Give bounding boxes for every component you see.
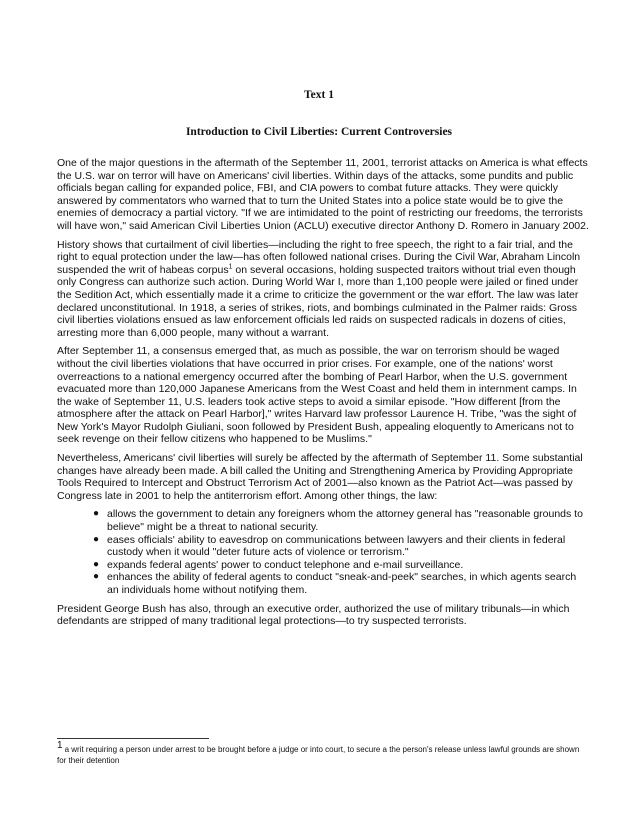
list-item-text: expands federal agents' power to conduct telephone and e-mail surveillance. [107, 558, 464, 571]
footnote-divider [57, 738, 209, 739]
footnote-mark: 1 [57, 740, 63, 752]
paragraph-3: After September 11, a consensus emerged that, as much as possible, the war on terrorism should be waged without the civil liberties violations that have occurred in prior crises. For example, one of the nations' worst overreactions to a national emergency occurred after the bombing of Pearl Harbor, when the U.S. government evacuated more than 120,000 Japanese Americans from the West Coast and held them in internment camps. In the wake of September 11, U.S. leaders took active steps to avoid a similar episode. "How different [from the atmosphere after the attack on Pearl Harbor]," writes Harvard law professor Laurence H. Tribe, "was the sight of New York's Mayor Rudolph Giuliani, soon followed by President Bush, appealing eloquently to Americans not to seek revenge on their fellow citizens who happened to be Muslims." [57, 345, 577, 446]
document-heading: Text 1 [304, 89, 334, 101]
bullet-icon: ● [93, 558, 100, 570]
paragraph-2 [57, 239, 589, 340]
paragraph-5: President George Bush has also, through an executive order, authorized the use of military tribunals—in which defendants are stripped of many traditional legal protections—to try suspected terrorists. [57, 602, 570, 628]
list-item-text: allows the government to detain any foreigners whom the attorney general has "reasonable grounds to believe" might be a threat to national security. [107, 508, 583, 534]
paragraph-2-part-b: on several occasions, holding suspected traitors without trial even though only Congress can authorize such action. During World War I, more than 1,100 people were jailed or fined under the Sedition Act, which essentially made it a crime to criticize the government or the war effort. The law was later declared unconstitutional. In 1918, a series of strikes, riots, and bombings culminated in the Palmer raids: Gross civil liberties violations ensued as law enforcement officials led raids on suspected radicals in dozens of cities, arresting more than 6,000 people, many without a warrant. [57, 263, 579, 339]
paragraph-1: One of the major questions in the aftermath of the September 11, 2001, terrorist attacks on America is what effects the U.S. war on terror will have on Americans' civil liberties. Within days of the attacks, some pundits and public officials began calling for expanded police, FBI, and CIA powers to combat future attacks. They were quickly answered by commentators who warned that to turn the United States into a police state would be to give the enemies of democracy a partial victory. "If we are intimidated to the point of restricting our freedoms, the terrorists will have won," said American Civil Liberties Union (ACLU) executive director Anthony D. Romero in January 2002. [57, 157, 589, 232]
document-subheading: Introduction to Civil Liberties: Current Controversies [185, 126, 453, 138]
footnote-text: a writ requiring a person under arrest to be brought before a judge or into court, to secure a the person's release unless lawful grounds are shown for their detention [57, 745, 580, 765]
document-body [57, 157, 589, 634]
bullet-icon: ● [93, 533, 100, 545]
list-item-text: eases officials' ability to eavesdrop on communications between lawyers and their clients in federal custody when it would "deter future acts of violence or terrorism." [107, 533, 566, 559]
footnote-reference: 1 [228, 263, 233, 271]
list-item [93, 559, 589, 572]
list-item [93, 534, 589, 559]
list-item [93, 571, 589, 596]
footnote [57, 740, 589, 766]
list-item [93, 508, 589, 533]
list-item-text: enhances the ability of federal agents to conduct "sneak-and-peek" searches, in which agents search an individuals home without notifying them. [107, 571, 577, 596]
bullet-icon: ● [93, 508, 100, 520]
paragraph-4: Nevertheless, Americans' civil liberties will surely be affected by the aftermath of September 11. Some substantial changes have already been made. A bill called the Uniting and Strengthening America by Providing Appropriate Tools Required to Intercept and Obstruct Terrorism Act of 2001—also known as the Patriot Act—was passed by Congress late in 2001 to help the antiterrorism effort. Among other things, the law: [57, 452, 583, 502]
bullet-icon: ● [93, 571, 100, 583]
paragraph-2-part-a: History shows that curtailment of civil liberties—including the right to free speech, the right to a fair trial, and the right to equal protection under the law—has often followed national crises. During the Civil War, Abraham Lincoln suspended the writ of habeas corpus [57, 238, 581, 276]
bullet-list [57, 508, 589, 596]
